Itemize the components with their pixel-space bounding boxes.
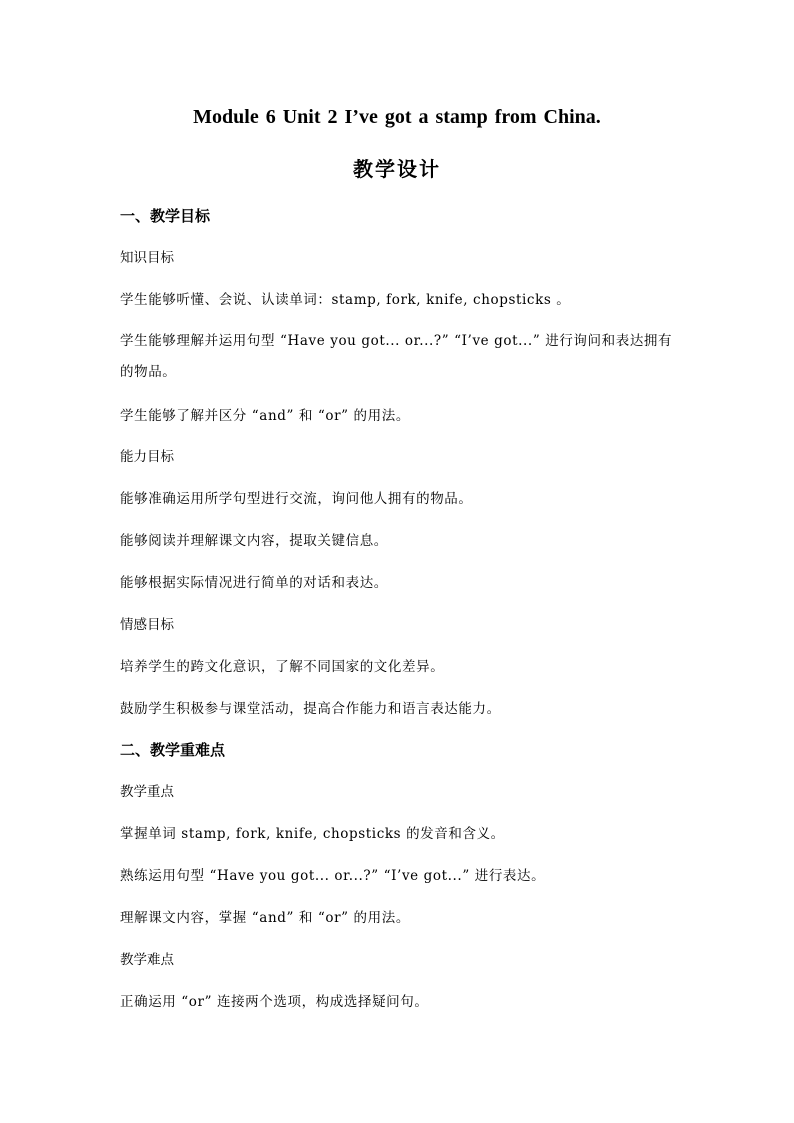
ability-item-1: 能够准确运用所学句型进行交流，询问他人拥有的物品。	[120, 491, 473, 507]
section-heading-key-points: 二、教学重难点	[120, 741, 226, 759]
knowledge-item-1: 学生能够听懂、会说、认读单词：stamp, fork, knife, chopsticks 。	[120, 292, 571, 308]
document-subtitle: 教学设计	[353, 157, 441, 181]
section-heading-objectives: 一、教学目标	[120, 207, 211, 225]
group-label-knowledge: 知识目标	[120, 250, 174, 266]
group-label-focus: 教学重点	[120, 784, 174, 800]
ability-item-3: 能够根据实际情况进行简单的对话和表达。	[120, 575, 388, 591]
knowledge-item-2: 学生能够理解并运用句型 “Have you got... or...?” “I’ve got...” 进行询问和表达拥有的物品。	[120, 333, 673, 380]
ability-item-2: 能够阅读并理解课文内容，提取关键信息。	[120, 533, 388, 549]
focus-item-3: 理解课文内容，掌握 “and” 和 “or” 的用法。	[120, 910, 410, 926]
difficulty-item-1: 正确运用 “or” 连接两个选项，构成选择疑问句。	[120, 994, 429, 1010]
emotion-item-2: 鼓励学生积极参与课堂活动，提高合作能力和语言表达能力。	[120, 701, 501, 717]
group-label-difficulty: 教学难点	[120, 952, 174, 968]
focus-item-2: 熟练运用句型 “Have you got... or...?” “I’ve got...” 进行表达。	[120, 868, 546, 884]
knowledge-item-3: 学生能够了解并区分 “and” 和 “or” 的用法。	[120, 408, 410, 424]
emotion-item-1: 培养学生的跨文化意识，了解不同国家的文化差异。	[120, 659, 445, 675]
group-label-ability: 能力目标	[120, 449, 174, 465]
focus-item-1: 掌握单词 stamp, fork, knife, chopsticks 的发音和含义。	[120, 826, 505, 842]
group-label-emotion: 情感目标	[120, 617, 174, 633]
document-title: Module 6 Unit 2 I’ve got a stamp from China.	[193, 106, 601, 128]
